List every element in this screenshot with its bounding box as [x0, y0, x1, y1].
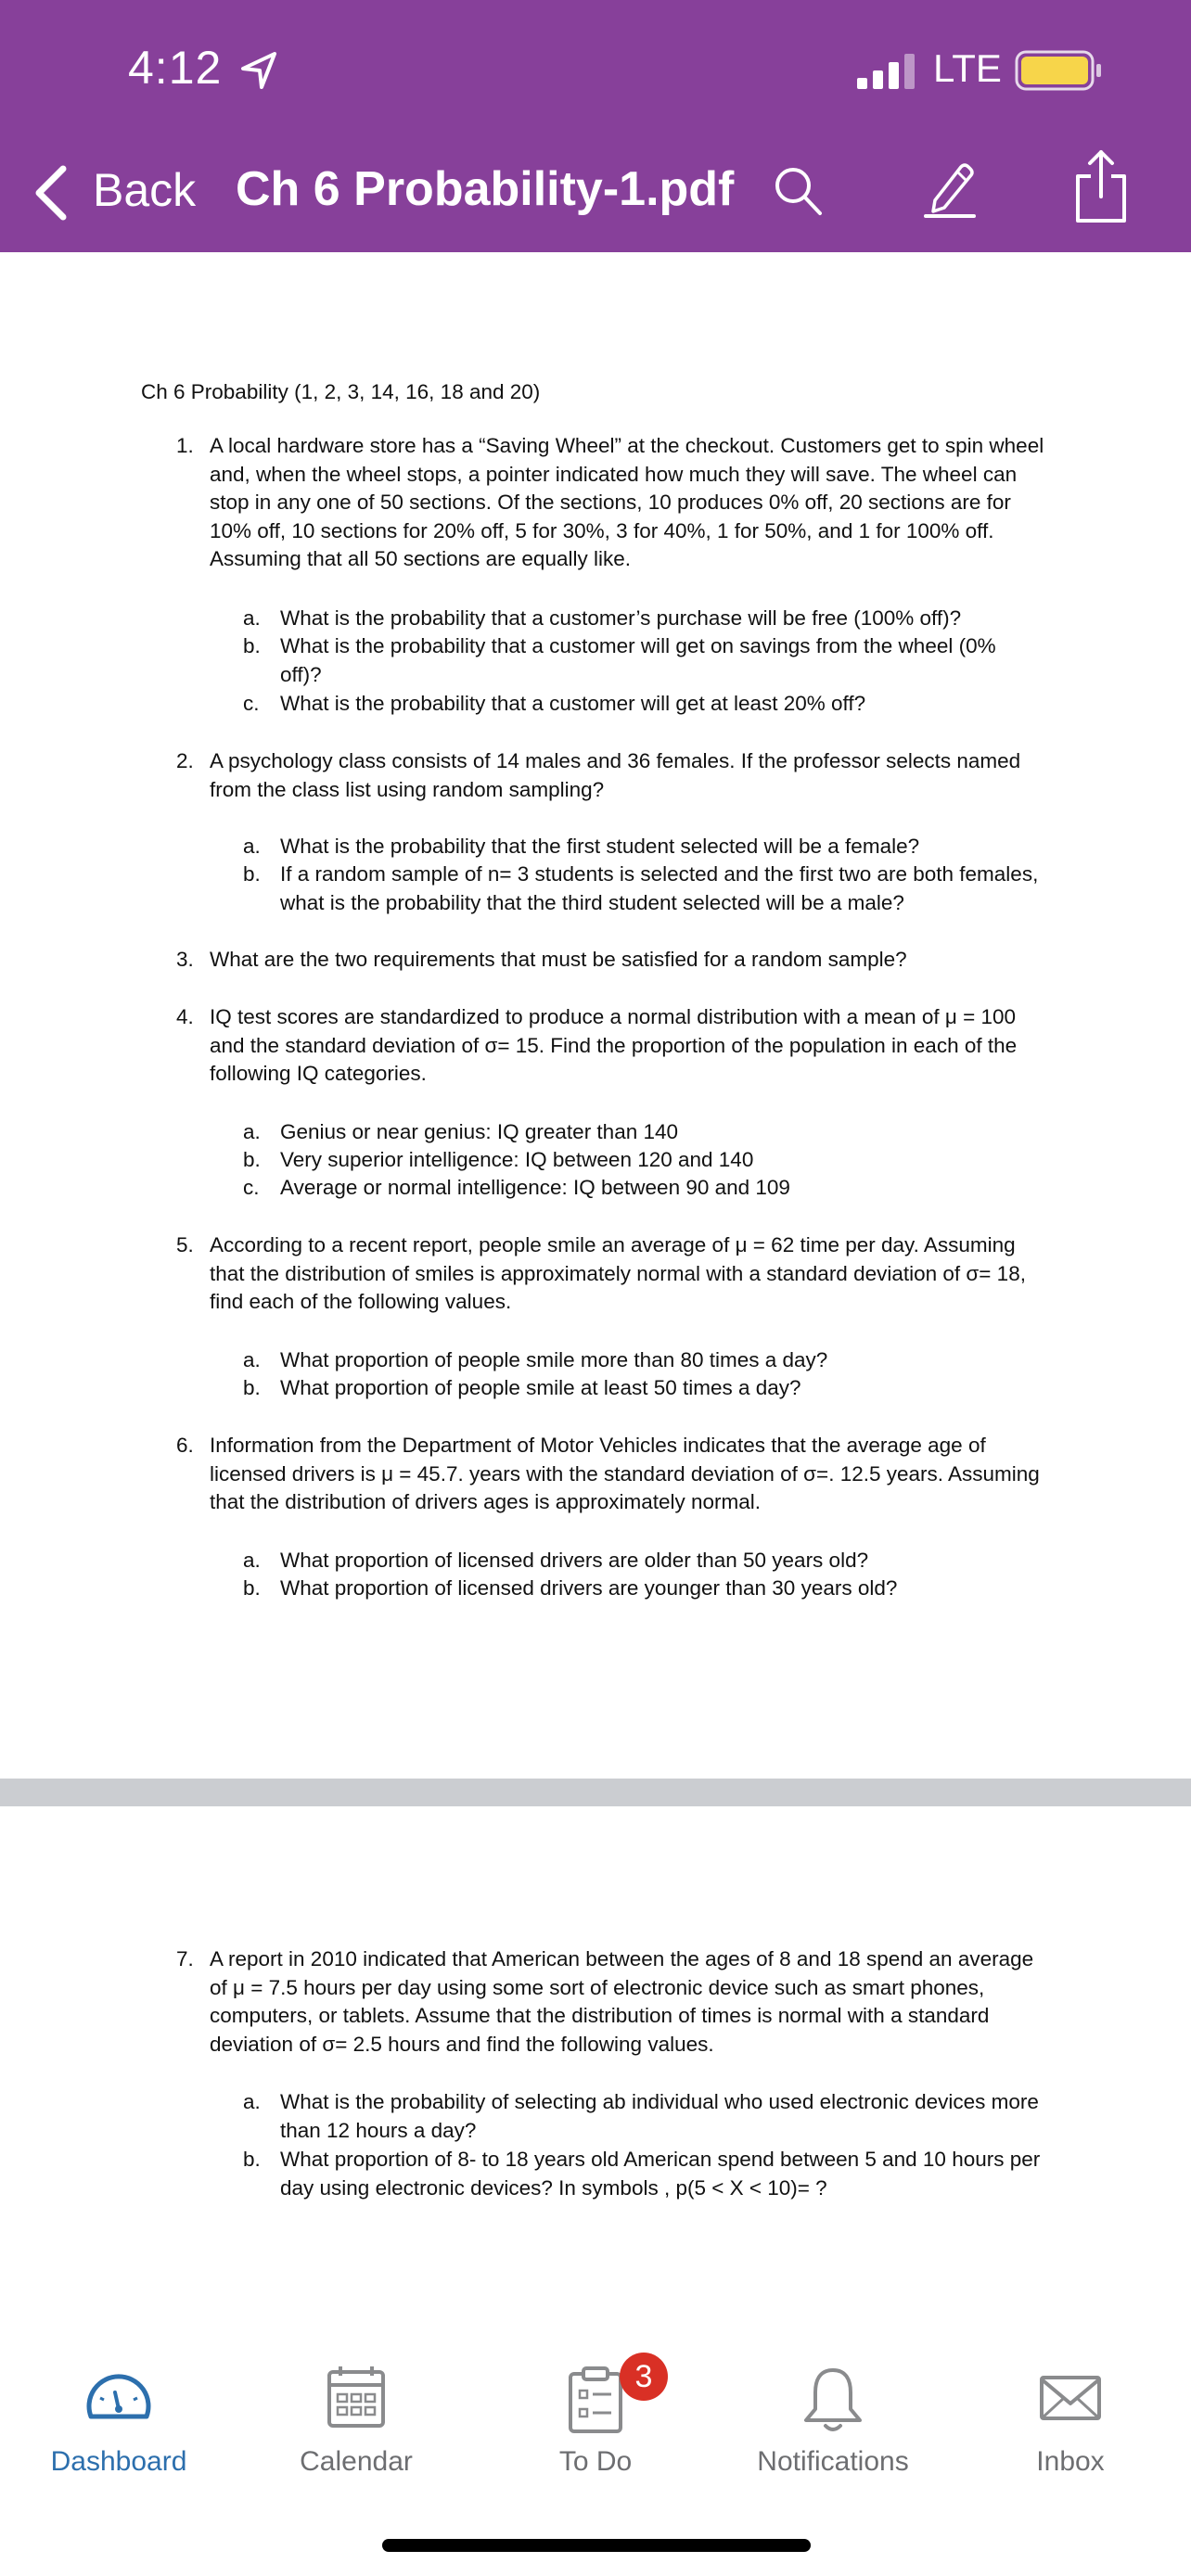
- tab-label: Inbox: [1036, 2446, 1105, 2477]
- tab-calendar[interactable]: [237, 2346, 475, 2485]
- nav-bar: [0, 148, 1191, 232]
- question-2a: [243, 833, 1041, 861]
- question-1c: [243, 690, 1041, 719]
- tab-label: Notifications: [757, 2446, 909, 2477]
- question-3: [176, 946, 1048, 975]
- question-7b: [243, 2146, 1041, 2202]
- search-icon[interactable]: [772, 163, 824, 219]
- question-7a: [243, 2088, 1041, 2145]
- status-time: 4:12: [128, 42, 223, 94]
- tab-dashboard[interactable]: [0, 2346, 237, 2485]
- tab-todo[interactable]: [477, 2346, 714, 2485]
- question-1b: [243, 632, 1041, 689]
- question-text: Information from the Department of Motor Vehicles indicates that the average age of licensed drivers is μ = 45.7. years with the standard deviation of σ=. 12.5 years. Assuming that the distribution of drivers ages is approximately normal.: [210, 1434, 1040, 1513]
- sub-letter: b.: [243, 634, 261, 657]
- chevron-left-icon[interactable]: [32, 163, 70, 223]
- sub-letter: b.: [243, 2148, 261, 2171]
- sub-text: Very superior intelligence: IQ between 120 and 140: [280, 1148, 754, 1171]
- question-4a: [243, 1118, 1041, 1147]
- question-6b: [243, 1575, 1041, 1603]
- app-header: [0, 0, 1191, 252]
- sub-letter: a.: [243, 835, 261, 858]
- sub-letter: b.: [243, 1376, 261, 1399]
- sub-letter: a.: [243, 606, 261, 630]
- home-indicator[interactable]: [382, 2539, 811, 2552]
- todo-clipboard-icon: [565, 2365, 626, 2435]
- sub-text: If a random sample of n= 3 students is selected and the first two are both females, what is the probability that the third student selected will be a male?: [280, 862, 1039, 914]
- question-4b: [243, 1146, 1041, 1175]
- sub-text: What is the probability that a customer’s purchase will be free (100% off)?: [280, 606, 962, 630]
- tab-label: Calendar: [300, 2446, 413, 2477]
- question-number: 5.: [176, 1233, 194, 1256]
- back-button[interactable]: Back: [93, 164, 197, 216]
- sub-text: What proportion of people smile more than 80 times a day?: [280, 1348, 828, 1371]
- sub-text: Genius or near genius: IQ greater than 140: [280, 1120, 679, 1143]
- sub-letter: c.: [243, 692, 260, 715]
- question-text: A local hardware store has a “Saving Wheel” at the checkout. Customers get to spin wheel and, when the wheel stops, a pointer indicated how much they will save. The wheel can stop in any one of 50 sections. Of the sections, 10 produces 0% off, 20 sections are for 10% off, 10 sections for 20% off, 5 for 30%, 3 for 40%, 1 for 50%, and 1 for 100% off. Assuming that all 50 sections are equally like.: [210, 434, 1044, 570]
- todo-count-badge: 3: [620, 2353, 668, 2401]
- share-icon[interactable]: [1072, 148, 1130, 224]
- tab-label: Dashboard: [50, 2446, 187, 2477]
- sub-letter: a.: [243, 2090, 261, 2113]
- sub-letter: b.: [243, 1148, 261, 1171]
- question-1a: [243, 605, 1041, 633]
- question-1: [176, 432, 1048, 574]
- sub-letter: a.: [243, 1549, 261, 1572]
- question-number: 1.: [176, 434, 194, 457]
- pen-icon[interactable]: [924, 158, 976, 219]
- network-label: LTE: [933, 46, 1002, 90]
- sub-letter: a.: [243, 1120, 261, 1143]
- question-6a: [243, 1547, 1041, 1575]
- question-4: [176, 1003, 1048, 1089]
- question-number: 2.: [176, 749, 194, 772]
- page-divider: [0, 1779, 1191, 1806]
- question-6: [176, 1432, 1048, 1517]
- sub-text: What is the probability that a customer will get on savings from the wheel (0% off)?: [280, 634, 996, 686]
- sub-letter: c.: [243, 1176, 260, 1199]
- sub-text: What proportion of licensed drivers are older than 50 years old?: [280, 1549, 869, 1572]
- battery-icon: [1015, 50, 1104, 91]
- sub-text: What proportion of licensed drivers are younger than 30 years old?: [280, 1576, 898, 1600]
- sub-text: What is the probability that the first student selected will be a female?: [280, 835, 920, 858]
- question-text: What are the two requirements that must be satisfied for a random sample?: [210, 948, 907, 971]
- sub-letter: b.: [243, 1576, 261, 1600]
- sub-text: What proportion of 8- to 18 years old American spend between 5 and 10 hours per day using electronic devices? In symbols , p(5 < X < 10)= ?: [280, 2148, 1041, 2200]
- question-2: [176, 747, 1048, 804]
- question-text: According to a recent report, people smile an average of μ = 62 time per day. Assuming that the distribution of smiles is approximately normal with a standard deviation of σ= 18, find each of the following values.: [210, 1233, 1026, 1313]
- sub-text: What proportion of people smile at least 50 times a day?: [280, 1376, 801, 1399]
- location-arrow-icon: [237, 48, 282, 93]
- question-text: A psychology class consists of 14 males and 36 females. If the professor selects named from the class list using random sampling?: [210, 749, 1021, 801]
- question-number: 7.: [176, 1947, 194, 1970]
- sub-letter: b.: [243, 862, 261, 886]
- mail-icon: [1038, 2365, 1103, 2429]
- tab-label: To Do: [558, 2446, 633, 2477]
- question-5: [176, 1231, 1048, 1317]
- question-number: 4.: [176, 1005, 194, 1028]
- sub-letter: a.: [243, 1348, 261, 1371]
- bell-icon: [800, 2365, 865, 2435]
- dashboard-gauge-icon: [82, 2365, 156, 2429]
- question-7: [176, 1945, 1048, 2059]
- question-5b: [243, 1374, 1041, 1403]
- question-4c: [243, 1174, 1041, 1203]
- question-number: 6.: [176, 1434, 194, 1457]
- sub-text: Average or normal intelligence: IQ between 90 and 109: [280, 1176, 790, 1199]
- question-2b: [243, 861, 1041, 917]
- document-heading: Ch 6 Probability (1, 2, 3, 14, 16, 18 and 20): [141, 380, 541, 403]
- question-text: IQ test scores are standardized to produce a normal distribution with a mean of μ = 100 and the standard deviation of σ= 15. Find the proportion of the population in each of the following IQ categories.: [210, 1005, 1018, 1085]
- question-text: A report in 2010 indicated that American between the ages of 8 and 18 spend an average of μ = 7.5 hours per day using some sort of electronic device such as smart phones, computers, or tablets. Assume that the distribution of times is normal with a standard deviation of σ= 2.5 hours and find the following values.: [210, 1947, 1034, 2056]
- calendar-icon: [324, 2365, 389, 2431]
- tab-notifications[interactable]: [714, 2346, 952, 2485]
- sub-text: What is the probability that a customer will get at least 20% off?: [280, 692, 866, 715]
- signal-strength-icon: [855, 52, 920, 89]
- question-number: 3.: [176, 948, 194, 971]
- page-title: Ch 6 Probability-1.pdf: [236, 162, 735, 216]
- question-5a: [243, 1346, 1041, 1375]
- sub-text: What is the probability of selecting ab individual who used electronic devices more than 12 hours a day?: [280, 2090, 1039, 2142]
- tab-inbox[interactable]: [952, 2346, 1189, 2485]
